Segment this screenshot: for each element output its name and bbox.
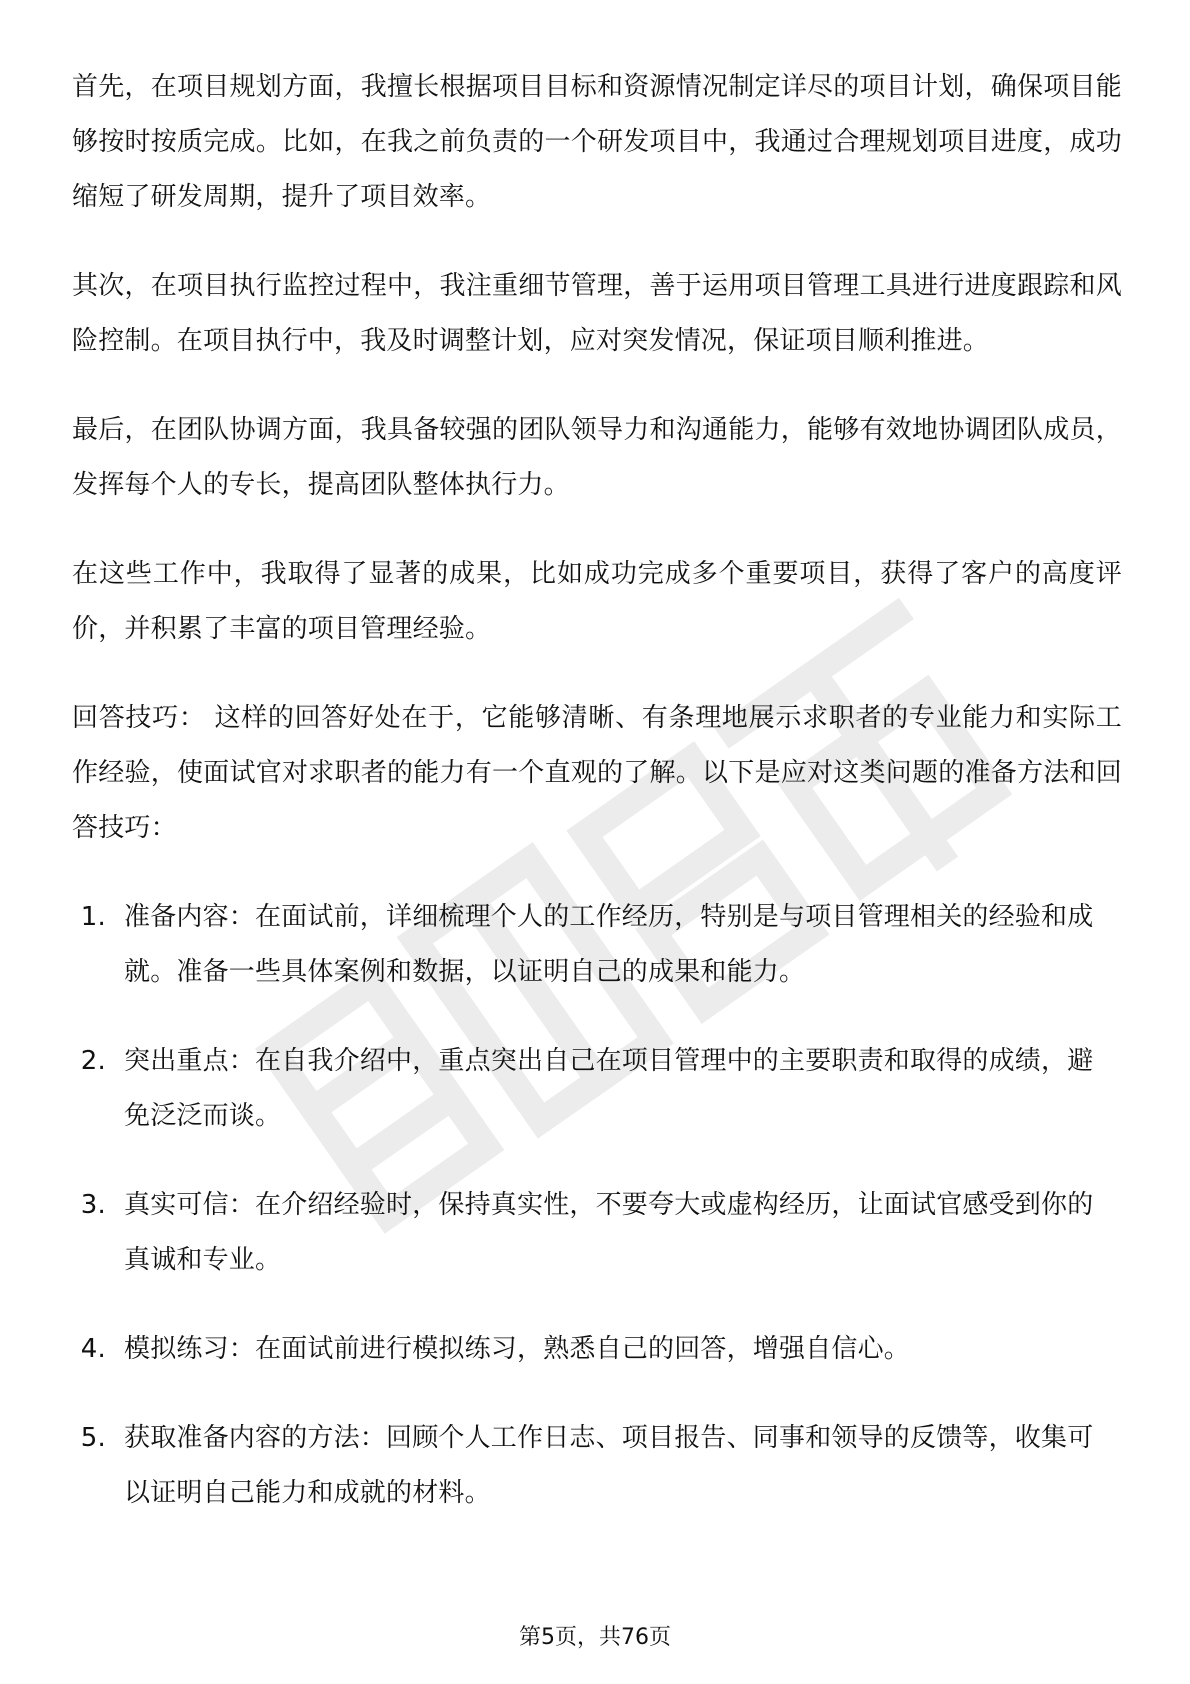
- list-item: [72, 1411, 1122, 1521]
- list-item: [72, 1034, 1122, 1144]
- list-item-number: 2.: [80, 1046, 106, 1076]
- list-item-number: 1.: [80, 902, 106, 932]
- page-number-label: 第5页，共76页: [519, 1625, 671, 1650]
- list-item-text: 突出重点：在自我介绍中，重点突出自己在项目管理中的主要职责和取得的成绩，避免泛泛而谈。: [124, 1046, 1094, 1131]
- paragraph-results: 在这些工作中，我取得了显著的成果，比如成功完成多个重要项目，获得了客户的高度评价，并积累了丰富的项目管理经验。: [72, 559, 1122, 644]
- page-footer: [0, 1620, 1190, 1651]
- list-item-number: 5.: [80, 1423, 106, 1453]
- list-item: [72, 1322, 1122, 1377]
- list-item-text: 真实可信：在介绍经验时，保持真实性，不要夸大或虚构经历，让面试官感受到你的真诚和专业。: [124, 1190, 1094, 1275]
- list-item-text: 获取准备内容的方法：回顾个人工作日志、项目报告、同事和领导的反馈等，收集可以证明自己能力和成就的材料。: [124, 1423, 1094, 1508]
- list-item-number: 3.: [80, 1190, 106, 1220]
- list-item-number: 4.: [80, 1334, 106, 1364]
- paragraph-planning: 首先，在项目规划方面，我擅长根据项目目标和资源情况制定详尽的项目计划，确保项目能够按时按质完成。比如，在我之前负责的一个研发项目中，我通过合理规划项目进度，成功缩短了研发周期，提升了项目效率。: [72, 72, 1122, 212]
- content-area: [72, 60, 1122, 1555]
- list-item-text: 准备内容：在面试前，详细梳理个人的工作经历，特别是与项目管理相关的经验和成就。准备一些具体案例和数据，以证明自己的成果和能力。: [124, 902, 1094, 987]
- paragraph-answer-tips: 回答技巧： 这样的回答好处在于，它能够清晰、有条理地展示求职者的专业能力和实际工作经验，使面试官对求职者的能力有一个直观的了解。以下是应对这类问题的准备方法和回答技巧：: [72, 703, 1123, 843]
- list-item-text: 模拟练习：在面试前进行模拟练习，熟悉自己的回答，增强自信心。: [124, 1334, 911, 1364]
- paragraph-coordination: 最后，在团队协调方面，我具备较强的团队领导力和沟通能力，能够有效地协调团队成员，发挥每个人的专长，提高团队整体执行力。: [72, 415, 1122, 500]
- list-item: [72, 890, 1122, 1000]
- list-item: [72, 1178, 1122, 1288]
- paragraph-execution: 其次，在项目执行监控过程中，我注重细节管理，善于运用项目管理工具进行进度跟踪和风险控制。在项目执行中，我及时调整计划，应对突发情况，保证项目顺利推进。: [72, 271, 1122, 356]
- tips-list: [72, 890, 1122, 1521]
